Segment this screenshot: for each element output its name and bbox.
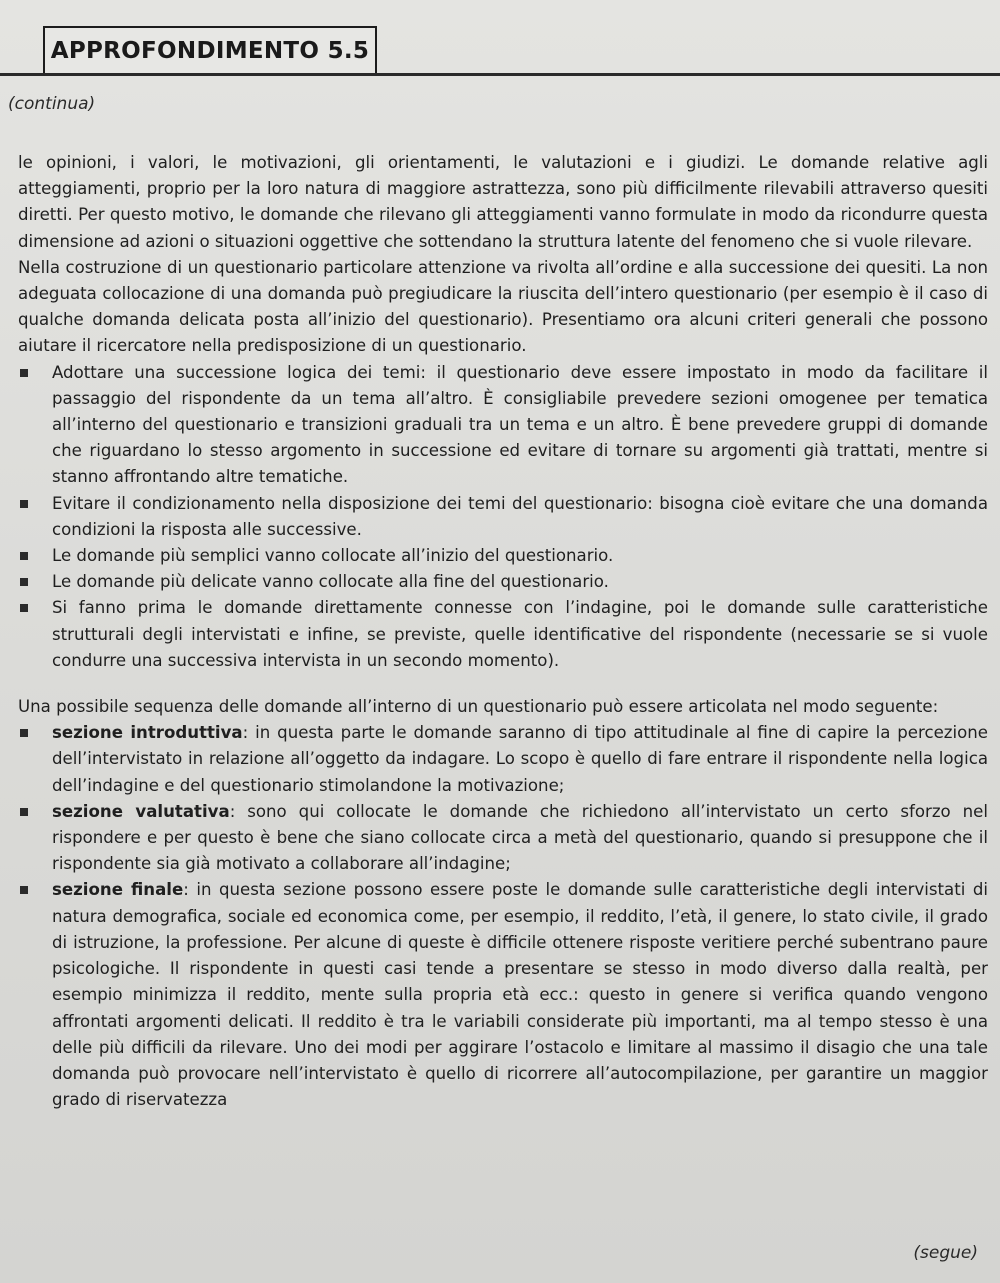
list-item [18, 491, 988, 543]
continued-label: (continua) [8, 94, 96, 114]
section-description: : in questa sezione possono essere poste le domande sulle caratteristiche degli intervistati di natura demografica, sociale ed economica come, per esempio, il reddito, l’età, il genere, lo stato civile, il grado di istruzione, la professione. Per alcune di queste è difficile ottenere risposte veritiere perché subentrano paure psicologiche. Il rispondente in questi casi tende a presentare se stesso in modo diverso dalla realtà, per esempio minimizza il reddito, mente sulla propria età ecc.: questo in genere si verifica quando vengono affrontati argomenti delicati. Il reddito è tra le variabili considerate più importanti, ma al tempo stesso è una delle più difficili da rilevare. Uno dei modi per aggirare l’ostacolo e limitare al massimo il disagio che una tale domanda può provocare nell’intervistato è quello di ricorrere all’autocompilazione, per garantire un maggior grado di riservatezza [52, 880, 988, 1110]
square-bullet-icon [20, 604, 28, 612]
list-item-text: Si fanno prima le domande direttamente connesse con l’indagine, poi le domande sulle caratteristiche strutturali degli intervistati e infine, se previste, quelle identificative del rispondente (necessarie se si vuole condurre una successiva intervista in un secondo momento). [52, 598, 988, 670]
document-body [18, 150, 988, 1113]
list-item [18, 360, 988, 491]
sections-list [18, 720, 988, 1113]
list-item [18, 877, 988, 1113]
square-bullet-icon [20, 500, 28, 508]
square-bullet-icon [20, 808, 28, 816]
square-bullet-icon [20, 552, 28, 560]
paragraph-attitudes: le opinioni, i valori, le motivazioni, gli orientamenti, le valutazioni e i giudizi. Le domande relative agli atteggiamenti, proprio per la loro natura di maggiore astrattezza, sono più difficilmente rilevabili attraverso quesiti diretti. Per questo motivo, le domande che rilevano gli atteggiamenti vanno formulate in modo da ricondurre questa dimensione ad azioni o situazioni oggettive che sottendano la struttura latente del fenomeno che si vuole rilevare. [18, 153, 988, 251]
list-item [18, 720, 988, 799]
section-header-box [43, 26, 377, 74]
paragraph-sequence-intro: Una possibile sequenza delle domande all’interno di un questionario può essere articolata nel modo seguente: [18, 697, 939, 717]
list-item [18, 595, 988, 674]
list-item [18, 799, 988, 878]
section-term: sezione introduttiva [52, 723, 243, 743]
section-description: : sono qui collocate le domande che richiedono all’intervistato un certo sforzo nel rispondere e per questo è bene che siano collocate circa a metà del questionario, quando si presuppone che il rispondente sia già motivato a collaborare all’indagine; [52, 801, 988, 874]
list-item [18, 543, 988, 569]
list-item-text: Evitare il condizionamento nella disposizione dei temi del questionario: bisogna cioè evitare che una domanda condizioni la risposta alle successive. [52, 493, 988, 539]
list-item-text: Le domande più delicate vanno collocate alla fine del questionario. [52, 572, 609, 592]
square-bullet-icon [20, 578, 28, 586]
continues-label: (segue) [913, 1243, 978, 1263]
list-item-text: Adottare una successione logica dei temi: il questionario deve essere impostato in modo da facilitare il passaggio del rispondente da un tema all’altro. È consigliabile prevedere sezioni omogenee per tematica all’interno del questionario e transizioni graduali tra un tema e un altro. È bene prevedere gruppi di domande che riguardano lo stesso argomento in successione ed evitare di tornare su argomenti già trattati, mentre si stanno affrontando altre tematiche. [52, 362, 988, 487]
square-bullet-icon [20, 729, 28, 737]
square-bullet-icon [20, 369, 28, 377]
paragraph-question-order: Nella costruzione di un questionario particolare attenzione va rivolta all’ordine e alla successione dei quesiti. La non adeguata collocazione di una domanda può pregiudicare la riuscita dell’intero questionario (per esempio è il caso di qualche domanda delicata posta all’inizio del questionario). Presentiamo ora alcuni criteri generali che possono aiutare il ricercatore nella predisposizione di un questionario. [18, 257, 988, 356]
section-term: sezione valutativa [52, 801, 230, 821]
criteria-list [18, 360, 988, 674]
list-item [18, 569, 988, 595]
square-bullet-icon [20, 886, 28, 894]
list-item-text: Le domande più semplici vanno collocate all’inizio del questionario. [52, 546, 614, 566]
section-description: : in questa parte le domande saranno di tipo attitudinale al fine di capire la percezione dell’intervistato in relazione all’oggetto da indagare. Lo scopo è quello di fare entrare il rispondente nella logica dell’indagine e del questionario stimolandone la motivazione; [52, 723, 988, 795]
section-term: sezione finale [52, 880, 184, 900]
section-title: APPROFONDIMENTO 5.5 [50, 38, 370, 64]
header-rule [0, 73, 1000, 76]
